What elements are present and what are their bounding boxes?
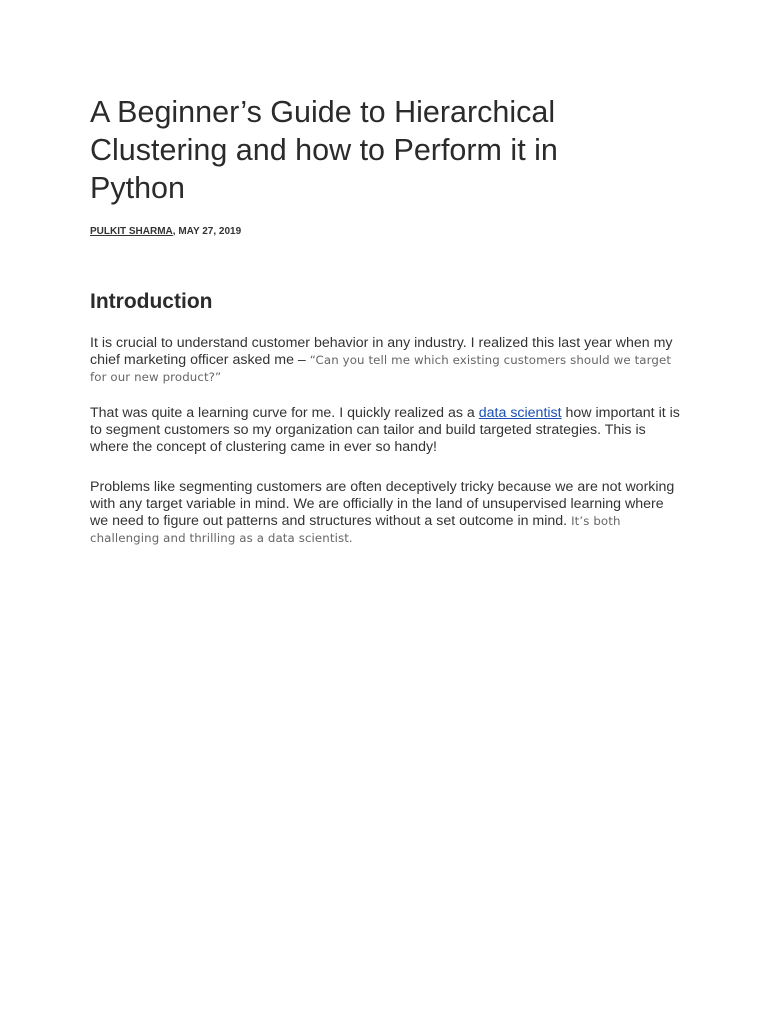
paragraph-2-text-before: That was quite a learning curve for me. I quickly realized as a: [90, 405, 479, 421]
paragraph-2: [90, 405, 682, 456]
article-title: A Beginner’s Guide to Hierarchical Clustering and how to Perform it in Python: [90, 95, 558, 205]
paragraph-3-tail: It’s both challenging and thrilling as a data scientist.: [90, 514, 621, 545]
paragraph-1-quote: “Can you tell me which existing customers should we target for our new product?”: [90, 353, 672, 384]
paragraph-1-text: It is crucial to understand customer behavior in any industry. I realized this last year when my chief marketing officer asked me –: [90, 335, 673, 368]
publish-date: MAY 27, 2019: [178, 226, 242, 237]
data-scientist-link[interactable]: data scientist: [478, 405, 562, 421]
paragraph-3-text: Problems like segmenting customers are often deceptively tricky because we are not working with any target variable in mind. We are officially in the land of unsupervised learning where we need to figure out patterns and structures without a set outcome in mind.: [90, 479, 675, 529]
section-heading-introduction: Introduction: [90, 290, 213, 313]
paragraph-1: [90, 335, 682, 386]
paragraph-3: [90, 479, 682, 547]
article-byline: [90, 225, 241, 239]
paragraph-2-text-after: how important it is to segment customers so my organization can tailor and build targeted strategies. This is where the concept of clustering came in ever so handy!: [90, 405, 680, 455]
author-link[interactable]: PULKIT SHARMA: [90, 226, 173, 237]
byline-separator: ,: [172, 226, 179, 237]
